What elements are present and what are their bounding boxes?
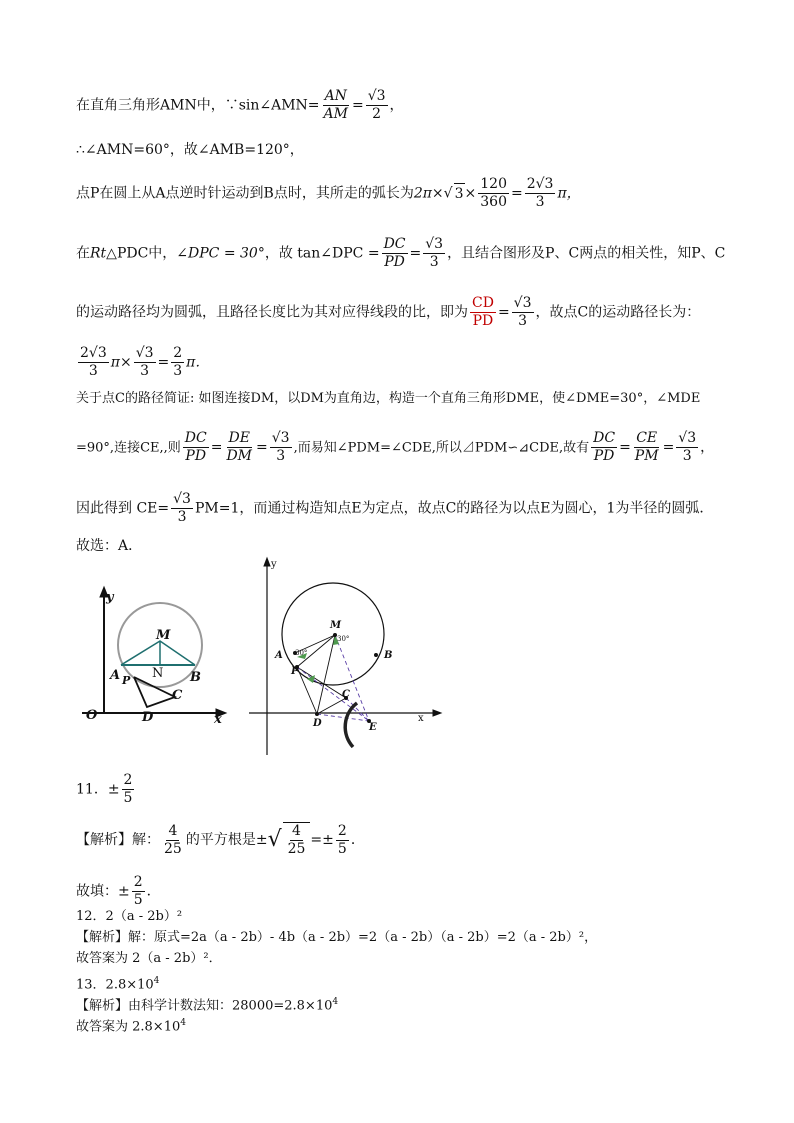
y-arrow — [264, 558, 270, 566]
q11-fill: 故填：± $\frac{2}{5}$ ． — [76, 874, 161, 908]
q11-solution: 【解析】解： $\frac{4}{25}$ 的平方根是±√ $\frac{4}{25}$ =± $\frac{2}{5}$ ． — [76, 822, 365, 857]
x-arrow — [433, 710, 441, 716]
text: 在直角三角形AMN中，∵sin∠AMN= — [76, 97, 320, 114]
label-d: D — [142, 710, 154, 725]
fraction: $\frac{√3}{3}$ — [135, 345, 154, 379]
figure-1 — [80, 585, 230, 725]
q13-answer: 13．$2.8\times 10^4$ — [76, 976, 160, 993]
point-b — [374, 653, 378, 657]
label-n: N — [152, 666, 164, 681]
label-c: C — [172, 688, 183, 703]
fraction: $\frac{CE}{PM}$ — [634, 430, 659, 464]
label-a: A — [110, 668, 121, 683]
fraction: $\frac{DE}{DM}$ — [226, 430, 253, 464]
triangle-pdc — [297, 667, 346, 714]
fraction: $\frac{2√3}{3}$ — [80, 345, 107, 379]
fraction: $\frac{2}{5}$ — [337, 822, 347, 857]
fraction: $\frac{2}{5}$ — [133, 874, 143, 908]
label-y: y — [271, 559, 277, 570]
fraction: $\frac{AN}{AM}$ — [323, 88, 348, 122]
q12-final: 故答案为 2（a - 2b）²． — [76, 951, 222, 966]
label-b: B — [190, 670, 201, 685]
line-5: 的运动路径均为圆弧，且路径长度比为其对应得线段的比，即为 $\frac{CD}{PD}$ = $\frac{√3}{3}$ ，故点C的运动路径长为： — [76, 295, 701, 329]
angle-label-2: 30° — [337, 635, 350, 643]
label-d: D — [313, 718, 322, 729]
fraction: $\frac{2√3}{3}$ — [526, 176, 554, 210]
q13-solution: 【解析】由科学计数法知：$28000=2.8\times 10^4$ — [76, 997, 339, 1014]
label-a: A — [275, 650, 283, 661]
q12-answer: 12．2（a - 2b）² — [76, 909, 183, 924]
fraction: $\frac{√3}{3}$ — [271, 430, 290, 464]
fraction: $\frac{2}{3}$ — [173, 345, 183, 379]
line-2: ∴∠AMN=60°，故∠AMB=120°， — [76, 142, 304, 158]
label-x: x — [214, 712, 222, 725]
line-4: 在Rt△PDC中，∠DPC = 30°，故 tan∠DPC = $\frac{DC}{PD}$ = $\frac{√3}{3}$ ，且结合图形及P、C两点的相关性，知P、C — [76, 236, 726, 270]
fraction: $\frac{√3}{3}$ — [513, 295, 532, 329]
line-6: $\frac{2√3}{3}$ π× $\frac{√3}{3}$ = $\frac{2}{3}$ π． — [80, 345, 210, 379]
label-m: M — [156, 628, 171, 643]
radii — [121, 641, 195, 665]
fraction: $\frac{CD}{PD}$ — [472, 295, 494, 329]
label-c: C — [342, 689, 350, 700]
fraction: $\frac{DC}{PD}$ — [593, 430, 616, 464]
fraction: $\frac{DC}{PD}$ — [184, 430, 207, 464]
fraction: $\frac{√3}{3}$ — [678, 430, 697, 464]
label-p: P — [122, 674, 131, 687]
label-b: B — [384, 650, 393, 661]
fraction: $\frac{4}{25}$ — [287, 823, 306, 857]
fraction: $\frac{DC}{PD}$ — [383, 236, 406, 270]
line-1: 在直角三角形AMN中，∵sin∠AMN= $\frac{AN}{AM}$ = $\frac{√3}{2}$ ， — [76, 88, 404, 122]
label-p: P — [291, 666, 299, 677]
q11-answer: 11．± $\frac{2}{5}$ — [76, 772, 133, 806]
angle-label-1: 30° — [295, 649, 308, 657]
fraction: $\frac{√3}{2}$ — [367, 88, 386, 122]
q12-solution: 【解析】解：原式=2a（a - 2b）- 4b（a - 2b）=2（a - 2b）（a - 2b）=2（a - 2b）²， — [76, 930, 598, 945]
label-y: y — [106, 590, 114, 605]
label-e: E — [369, 722, 377, 733]
figure-2 — [245, 555, 445, 765]
line-10: 故选：A． — [76, 538, 143, 554]
path-arc-c — [345, 703, 357, 747]
line-9: 因此得到 CE= $\frac{√3}{3}$ PM=1，而通过构造知点E为定点，故点C的路径为以点E为圆心，1为半径的圆弧． — [76, 491, 714, 525]
segment-md — [317, 635, 335, 714]
fraction: $\frac{√3}{3}$ — [425, 236, 444, 270]
fraction: $\frac{√3}{3}$ — [173, 491, 191, 525]
fraction: $\frac{4}{25}$ — [164, 822, 182, 857]
fraction: $\frac{120}{360}$ — [480, 176, 507, 210]
point-d — [315, 712, 319, 716]
label-o: O — [86, 708, 98, 723]
line-8: =90°,连接CE,,则 $\frac{DC}{PD}$ = $\frac{DE}{DM}$ = $\frac{√3}{3}$ ,而易知∠PDM=∠CDE,所以⊿PDM∽⊿CDE,故有 $\frac{DC}{PD}$ = $\frac{CE}{PM}$ = $\frac{√3}{3}$ ， — [76, 430, 715, 464]
line-7: 关于点C的路径简证: 如图连接DM，以DM为直角边，构造一个直角三角形DME，使∠DME=30°，∠MDE — [76, 391, 701, 406]
line-3: 点P在圆上从A点逆时针运动到B点时，其所走的弧长为2π×√ 3× $\frac{120}{360}$ = $\frac{2√3}{3}$ π， — [76, 176, 581, 210]
label-m: M — [330, 620, 342, 631]
fraction: $\frac{2}{5}$ — [123, 772, 133, 806]
label-x: x — [418, 713, 424, 724]
q13-final: 故答案为 $2.8\times 10^4$ — [76, 1018, 186, 1035]
